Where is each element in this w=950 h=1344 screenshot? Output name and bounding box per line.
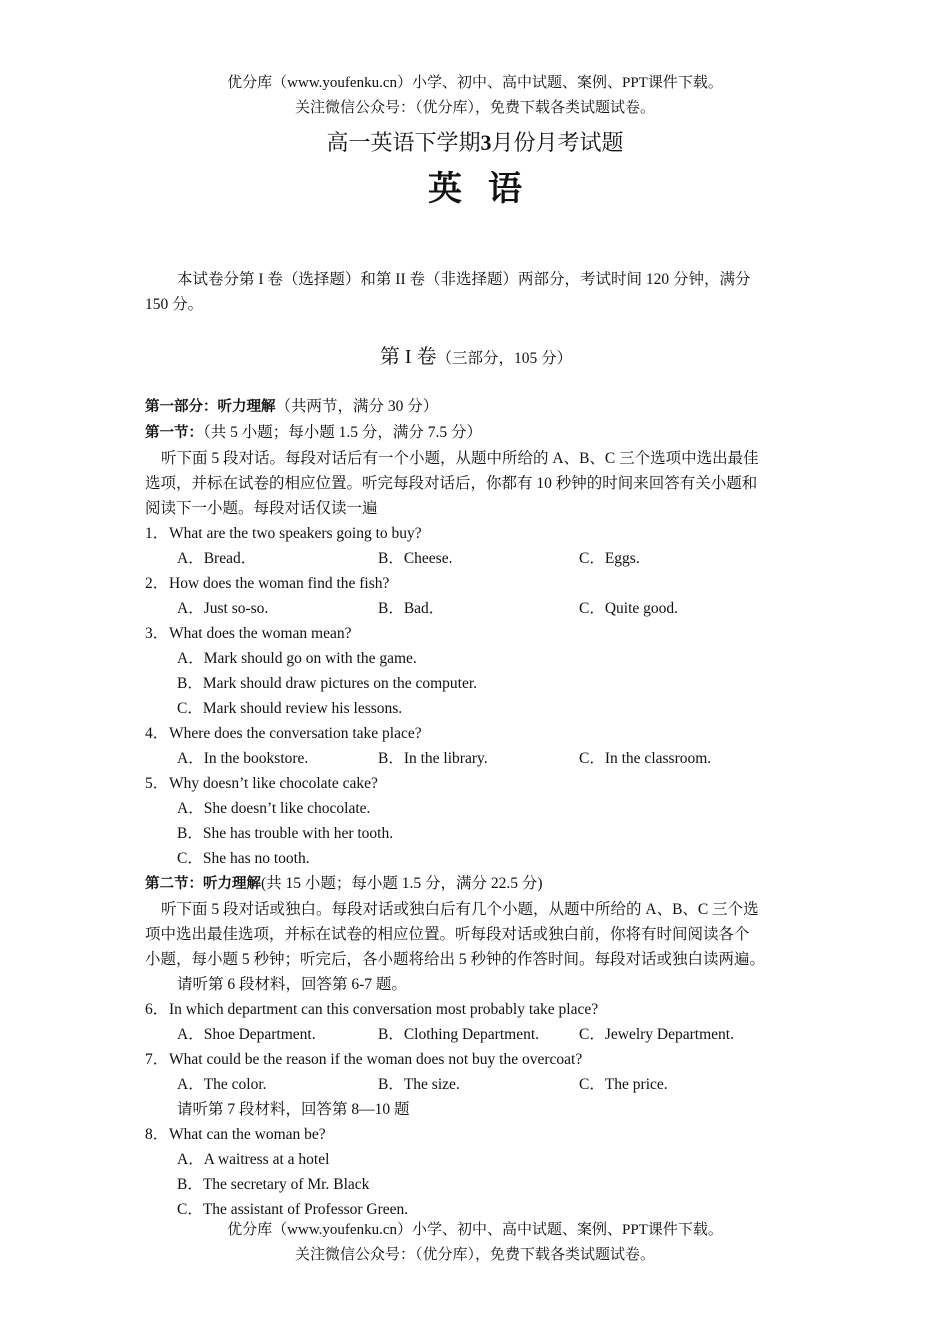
answer-option: C．Mark should review his lessons. — [177, 700, 403, 717]
question-number: 2． — [145, 575, 169, 592]
material-7-instruction: 请听第 7 段材料，回答第 8—10 题 — [177, 1101, 410, 1118]
question-list-section2b — [145, 1122, 807, 1222]
question-text: Why doesn’t like chocolate cake? — [169, 775, 378, 792]
part1-title: 第一部分：听力理解 — [145, 399, 276, 415]
answer-option: B．Cheese. — [378, 550, 453, 567]
option-row — [145, 596, 807, 621]
answer-option: B．Bad． — [378, 600, 445, 617]
question — [145, 997, 807, 1022]
answer-option: B．The size. — [378, 1076, 460, 1093]
answer-option: A．In the bookstore. — [177, 750, 309, 767]
option-row — [145, 546, 807, 571]
section2-note: (共 15 小题；每小题 1.5 分，满分 22.5 分) — [261, 875, 543, 892]
header-line-1: 优分库（www.youfenku.cn）小学、初中、高中试题、案例、PPT课件下载。 — [227, 75, 723, 91]
answer-option: C．Jewelry Department. — [579, 1026, 734, 1043]
question — [145, 1047, 807, 1072]
answer-option: B．The secretary of Mr. Black — [177, 1176, 370, 1193]
question-text: In which department can this conversation most probably take place? — [169, 1001, 599, 1018]
exam-body — [145, 267, 807, 1222]
exam-title-pre: 高一英语下学期 — [326, 130, 481, 155]
answer-option: C．The price. — [579, 1076, 668, 1093]
question-text: What can the woman be? — [169, 1126, 326, 1143]
answer-option: A．The color. — [177, 1076, 267, 1093]
answer-option: C．Quite good. — [579, 600, 679, 617]
answer-option: C．In the classroom. — [579, 750, 712, 767]
answer-option: A．Bread． — [177, 550, 257, 567]
answer-option: C．Eggs. — [579, 550, 640, 567]
section2-instruction-line: 听下面 5 段对话或独白。每段对话或独白后有几个小题，从题中所给的 A、B、C 三个选 — [161, 901, 759, 918]
section1-title: 第一节： — [145, 425, 203, 441]
intro-line-2: 150 分。 — [145, 296, 204, 313]
question — [145, 721, 807, 746]
answer-option: B．Mark should draw pictures on the computer. — [177, 675, 478, 692]
footer-line-1: 优分库（www.youfenku.cn）小学、初中、高中试题、案例、PPT课件下载。 — [227, 1222, 723, 1238]
section2-title: 第二节：听力理解 — [145, 876, 261, 892]
answer-option: C．She has no tooth. — [177, 850, 310, 867]
answer-option: B．She has trouble with her tooth. — [177, 825, 394, 842]
footer-line-2: 关注微信公众号：（优分库），免费下载各类试题试卷。 — [294, 1247, 655, 1263]
question-number: 7． — [145, 1051, 169, 1068]
question — [145, 571, 807, 596]
exam-title-post: 月份月考试题 — [491, 130, 624, 155]
volume-sub: （三部分，105 分） — [436, 350, 573, 367]
section1-instruction-line: 听下面 5 段对话。每段对话后有一个小题，从题中所给的 A、B、C 三个选项中选出最佳 — [161, 450, 759, 467]
section2-heading — [145, 871, 807, 897]
answer-option: A．Shoe Department. — [177, 1026, 316, 1043]
question-text: What could be the reason if the woman does not buy the overcoat? — [169, 1051, 583, 1068]
intro-line-1: 本试卷分第 I 卷（选择题）和第 II 卷（非选择题）两部分，考试时间 120 分钟，满分 — [177, 271, 751, 288]
volume-heading — [145, 342, 807, 374]
question — [145, 521, 807, 546]
option-row — [145, 1022, 807, 1047]
section1-instruction-line: 选项，并标在试卷的相应位置。听完每段对话后，你都有 10 秒钟的时间来回答有关小题和 — [145, 475, 758, 492]
question-list-section2a — [145, 997, 807, 1097]
option-row — [145, 746, 807, 771]
answer-option: A．Mark should go on with the game. — [177, 650, 417, 667]
answer-option: C．The assistant of Professor Green. — [177, 1201, 409, 1218]
material-6-instruction: 请听第 6 段材料，回答第 6-7 题。 — [177, 976, 407, 993]
part1-note: （共两节，满分 30 分） — [275, 398, 439, 415]
section1-note: （共 5 小题；每小题 1.5 分，满分 7.5 分） — [203, 424, 483, 441]
section1-heading — [145, 420, 807, 446]
question-text: How does the woman find the fish? — [169, 575, 390, 592]
question-number: 5． — [145, 775, 169, 792]
volume-main: 第 I 卷 — [379, 346, 437, 368]
header-line-2: 关注微信公众号：（优分库），免费下载各类试题试卷。 — [294, 100, 655, 116]
question-number: 8． — [145, 1126, 169, 1143]
section2-instructions — [145, 897, 807, 972]
answer-option: B．In the library. — [378, 750, 488, 767]
question-number: 1． — [145, 525, 169, 542]
answer-option: A．A waitress at a hotel — [177, 1151, 330, 1168]
question-number: 4． — [145, 725, 169, 742]
question-text: Where does the conversation take place? — [169, 725, 422, 742]
answer-option: A．Just so-so. — [177, 600, 269, 617]
question-text: What does the woman mean? — [169, 625, 352, 642]
answer-option: B．Clothing Department. — [378, 1026, 540, 1043]
question — [145, 771, 807, 796]
question-number: 3． — [145, 625, 169, 642]
question-number: 6． — [145, 1001, 169, 1018]
section2-instruction-line: 项中选出最佳选项，并标在试卷的相应位置。听每段对话或独白前，你将有时间阅读各个 — [145, 926, 750, 943]
section2-instruction-line: 小题，每小题 5 秒钟；听完后，各小题将给出 5 秒钟的作答时间。每段对话或独白读两遍。 — [145, 951, 766, 968]
part1-heading — [145, 394, 807, 420]
exam-title-month: 3 — [480, 130, 492, 155]
section1-instruction-line: 阅读下一小题。每段对话仅读一遍 — [145, 500, 378, 517]
question-list-section1 — [145, 521, 807, 871]
section1-instructions — [145, 446, 807, 521]
question — [145, 1122, 807, 1147]
question-text: What are the two speakers going to buy? — [169, 525, 422, 542]
question — [145, 621, 807, 646]
answer-option: A．She doesn’t like chocolate. — [177, 800, 371, 817]
exam-title — [0, 128, 950, 158]
option-row — [145, 1072, 807, 1097]
subject-title: 英语 — [428, 171, 548, 208]
